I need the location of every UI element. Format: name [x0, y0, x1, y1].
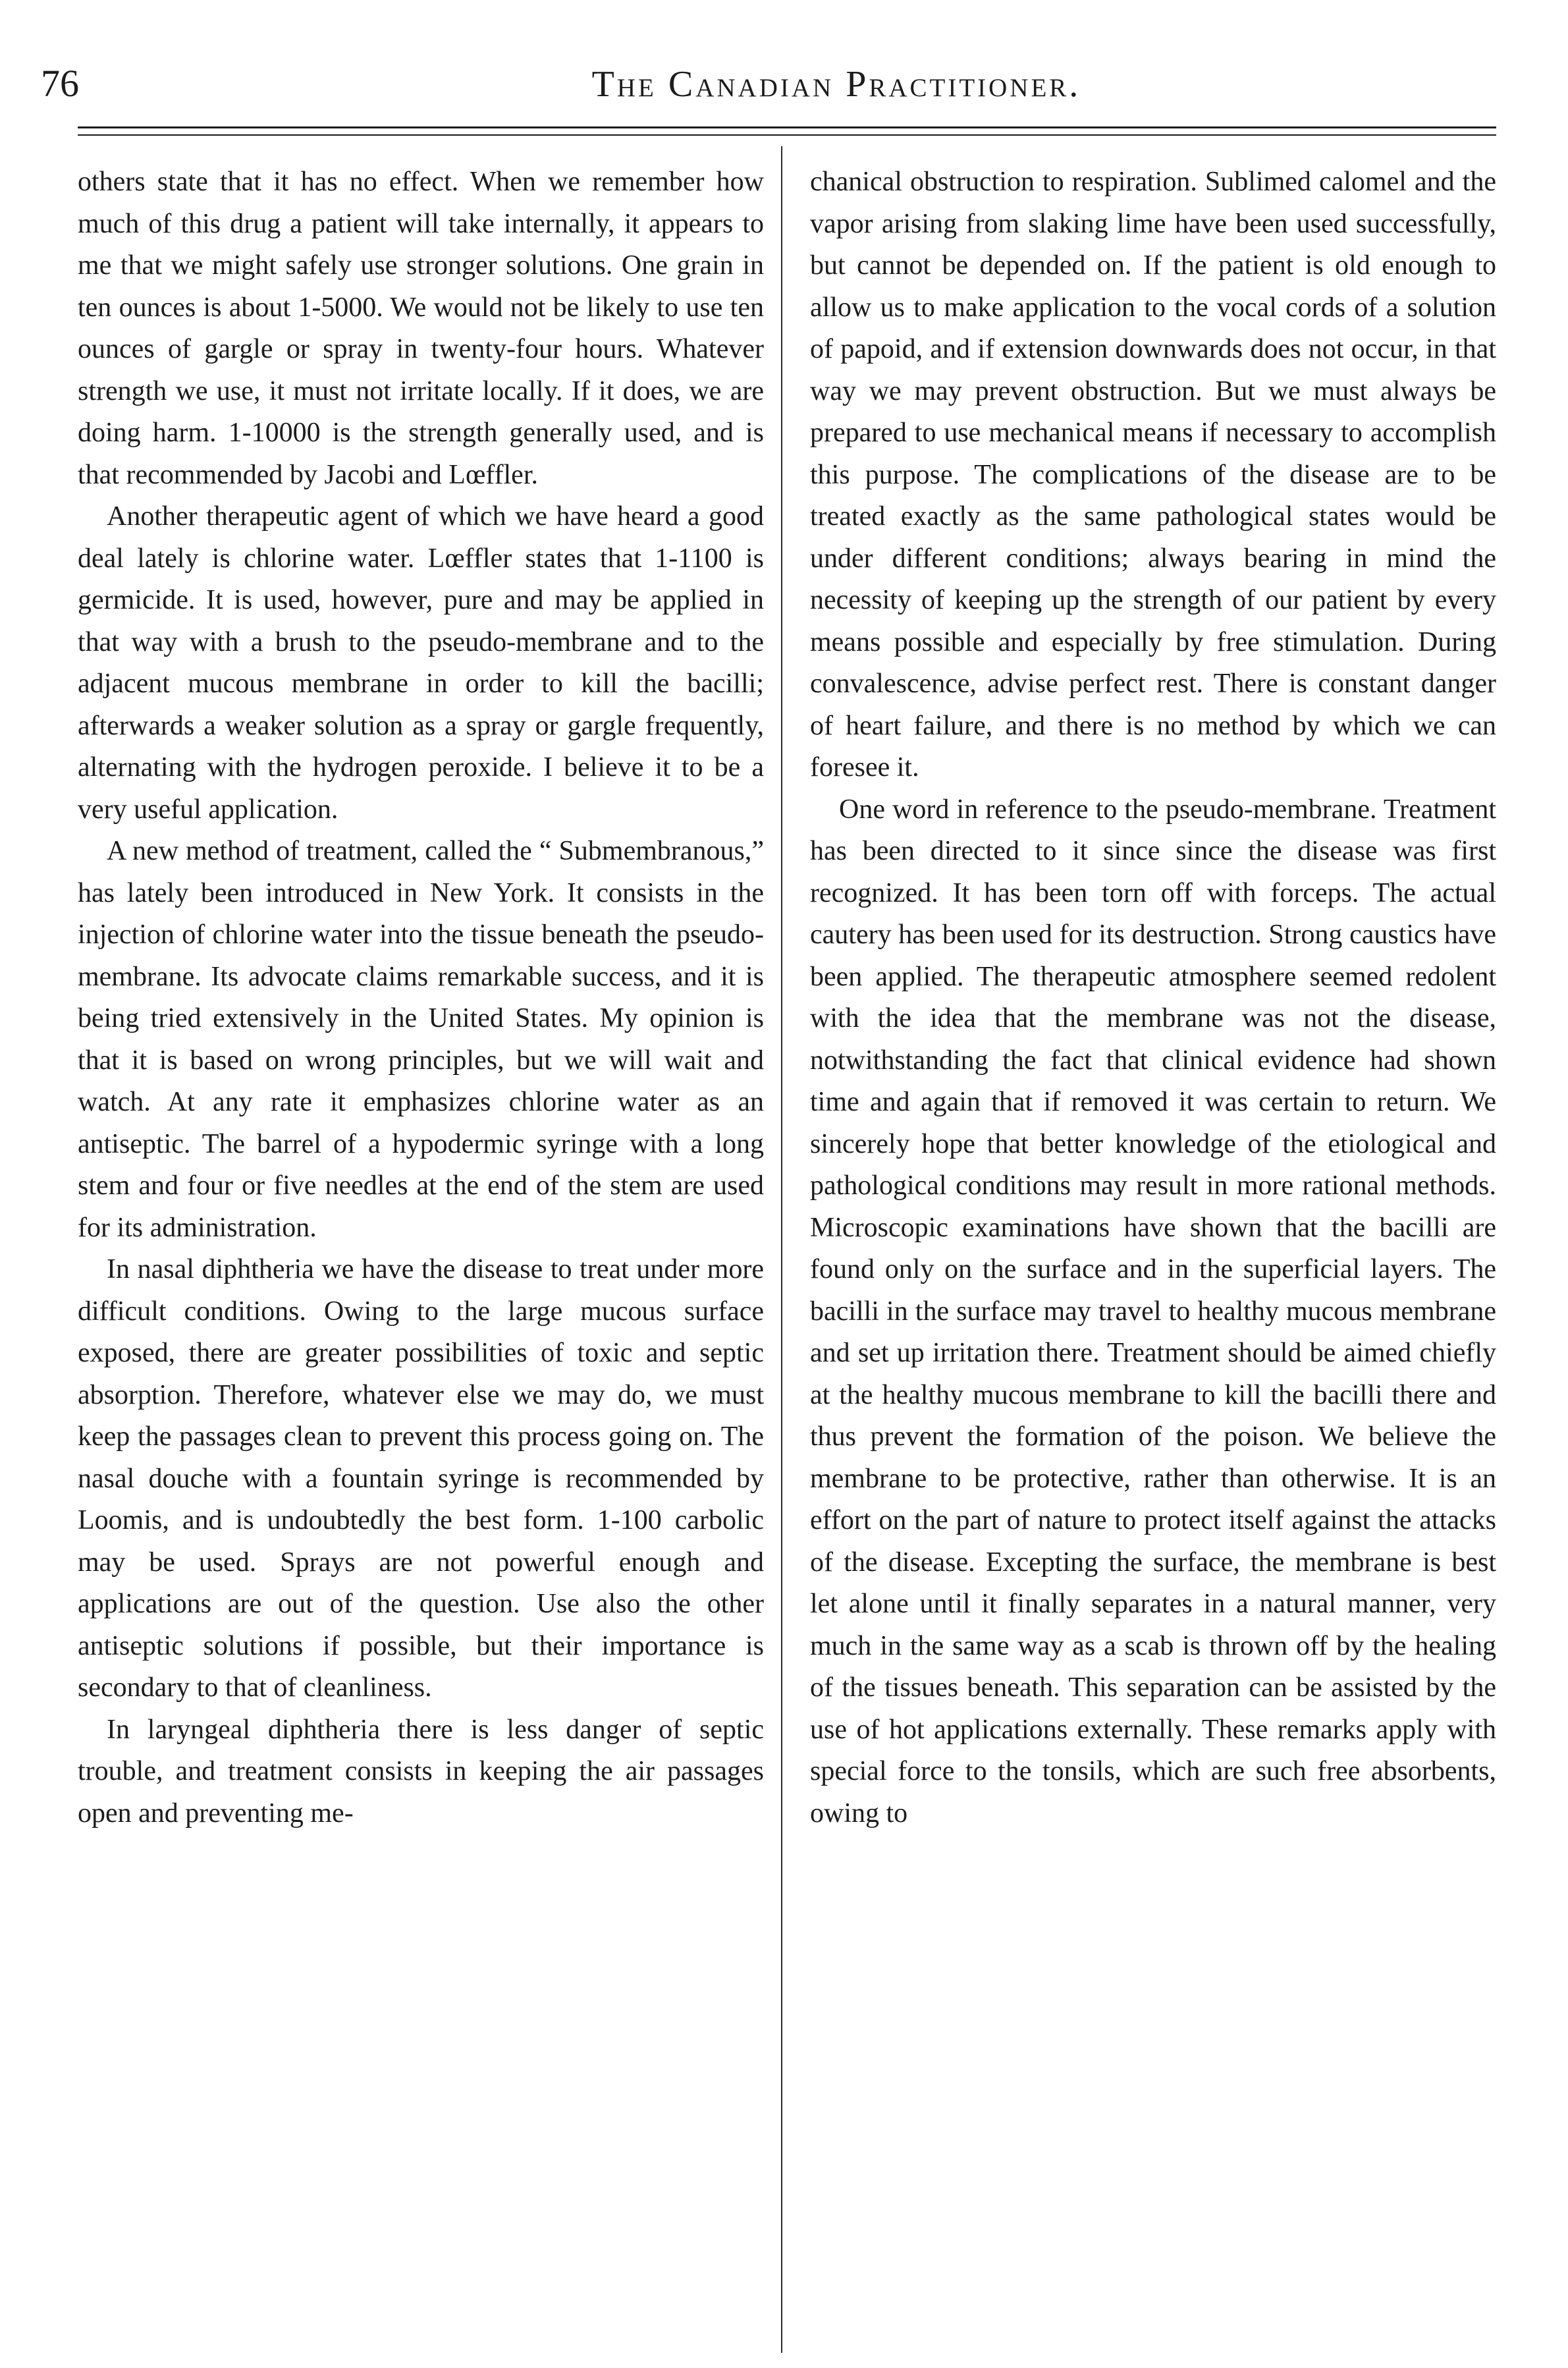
running-title: The Canadian Practitioner.	[591, 64, 1081, 105]
right-column	[810, 161, 1496, 2335]
header-rule-thin	[78, 134, 1496, 136]
left-column	[78, 161, 764, 2335]
paragraph: A new method of treatment, called the “ Submembranous,” has lately been introduced in New York. It consists in the injection of chlorine water into the tissue beneath the pseudo-membrane. Its advocate claims remarkable success, and it is being tried extensively in the United States. My opinion is that it is based on wrong principles, but we will wait and watch. At any rate it emphasizes chlorine water as an antiseptic. The barrel of a hypodermic syringe with a long stem and four or five needles at the end of the stem are used for its administration.	[78, 836, 764, 1243]
column-divider	[781, 146, 782, 2353]
paragraph: One word in reference to the pseudo-membrane. Treatment has been directed to it since since the disease was first recognized. It has been torn off with forceps. The actual cautery has been used for its destruction. Strong caustics have been applied. The therapeutic atmosphere seemed redolent with the idea that the membrane was not the disease, notwithstanding the fact that clinical evidence had shown time and again that if removed it was certain to return. We sincerely hope that better knowledge of the etiological and pathological conditions may result in more rational methods. Microscopic examinations have shown that the bacilli are found only on the surface and in the superficial layers. The bacilli in the surface may travel to healthy mucous membrane and set up irritation there. Treatment should be aimed chiefly at the healthy mucous membrane to kill the bacilli there and thus prevent the formation of the poison. We believe the membrane to be protective, rather than otherwise. It is an effort on the part of nature to protect itself against the attacks of the disease. Excepting the surface, the membrane is best let alone until it finally separates in a natural manner, very much in the same way as a scab is thrown off by the healing of the tissues beneath. This separation can be assisted by the use of hot applications externally. These remarks apply with special force to the tonsils, which are such free absorbents, owing to	[810, 794, 1496, 1829]
paragraph: In nasal diphtheria we have the disease to treat under more difficult conditions. Owing to the large mucous surface exposed, there are greater possibilities of toxic and septic absorption. Therefore, whatever else we may do, we must keep the passages clean to prevent this process going on. The nasal douche with a fountain syringe is recommended by Loomis, and is undoubtedly the best form. 1-100 carbolic may be used. Sprays are not powerful enough and applications are out of the question. Use also the other antiseptic solutions if possible, but their importance is secondary to that of cleanliness.	[78, 1254, 764, 1703]
header-rule	[78, 126, 1496, 128]
paragraph: In laryngeal diphtheria there is less danger of septic trouble, and treatment consists in keeping the air passages open and preventing me-	[78, 1714, 764, 1829]
page-number: 76	[41, 62, 79, 105]
paragraph: chanical obstruction to respiration. Sublimed calomel and the vapor arising from slaking lime have been used successfully, but cannot be depended on. If the patient is old enough to allow us to make application to the vocal cords of a solution of papoid, and if extension downwards does not occur, in that way we may prevent obstruction. But we must always be prepared to use mechanical means if necessary to accomplish this purpose. The complications of the disease are to be treated exactly as the same pathological states would be under different conditions; always bearing in mind the necessity of keeping up the strength of our patient by every means possible and especially by free stimulation. During convalescence, advise perfect rest. There is constant danger of heart failure, and there is no method by which we can foresee it.	[810, 167, 1496, 783]
paragraph: Another therapeutic agent of which we have heard a good deal lately is chlorine water. Lœffler states that 1-1100 is germicide. It is used, however, pure and may be applied in that way with a brush to the pseudo-membrane and to the adjacent mucous membrane in order to kill the bacilli; afterwards a weaker solution as a spray or gargle frequently, alternating with the hydrogen peroxide. I believe it to be a very useful application.	[78, 501, 764, 825]
paragraph: others state that it has no effect. When we remember how much of this drug a patient will take internally, it appears to me that we might safely use stronger solutions. One grain in ten ounces is about 1-5000. We would not be likely to use ten ounces of gargle or spray in twenty-four hours. Whatever strength we use, it must not irritate locally. If it does, we are doing harm. 1-10000 is the strength generally used, and is that recommended by Jacobi and Lœffler.	[78, 167, 764, 490]
